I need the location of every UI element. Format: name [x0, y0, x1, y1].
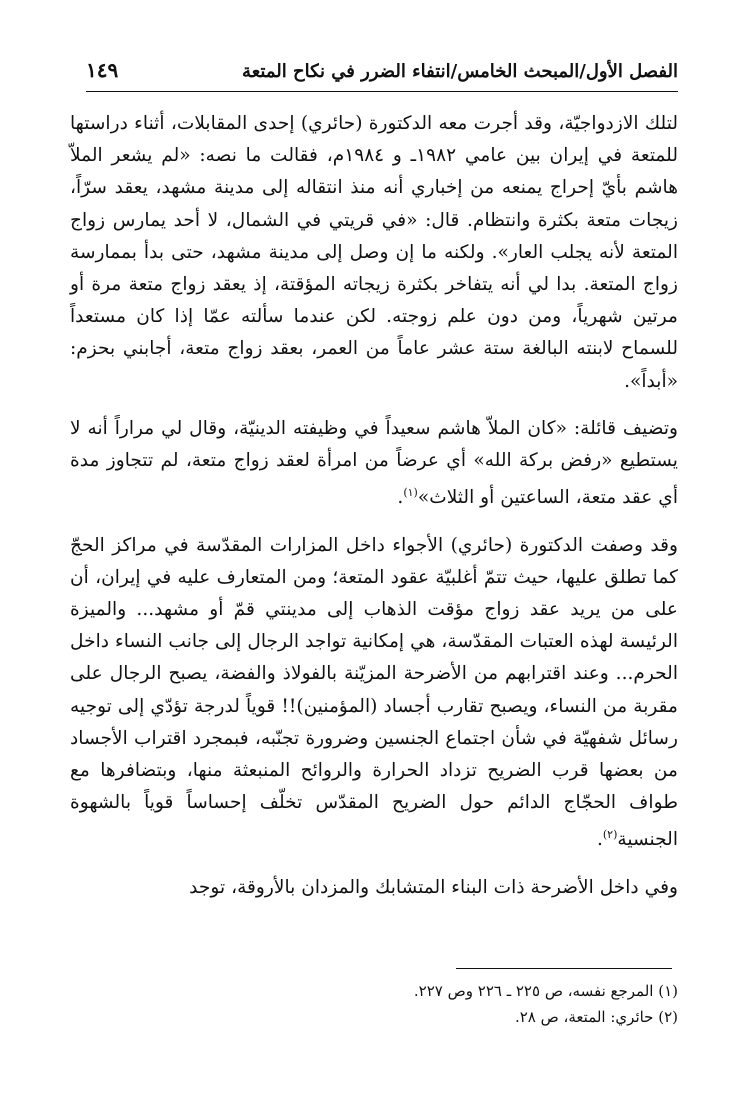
- footnote-divider: [456, 968, 672, 969]
- main-text: [70, 108, 678, 919]
- paragraph-3-text: وقد وصفت الدكتورة (حائري) الأجواء داخل المزارات المقدّسة في مراكز الحجّ كما تطلق عليها، حيث تتمّ أغلبيّة عقود المتعة؛ ومن المتعارف عليه في إيران، أن على من يريد عقد زواج مؤقت الذهاب إلى مدينتي قمّ أو مشهد... والميزة الرئيسة لهذه العتبات المقدّسة، هي إمكانية تواجد الرجال إلى جانب النساء داخل الحرم... وعند اقترابهم من الأضرحة المزيّنة بالفولاذ والفضة، يصبح الرجال على مقربة من النساء، ويصبح تقارب أجساد (المؤمنين)!! قوياً لدرجة تؤدّي إلى توجيه رسائل شفهيّة في شأن اجتماع الجنسين وضرورة تجنّبه، فبمجرد اقتراب الأجساد من بعضها قرب الضريح تزداد الحرارة والروائح المنبعثة منها، وبتضافرها مع طواف الحجّاج الدائم حول الضريح المقدّس تخلّف إحساساً قوياً بالشهوة الجنسية: [70, 534, 678, 851]
- footnote-1: (١) المرجع نفسه، ص ٢٢٥ ـ ٢٢٦ وص ٢٢٧.: [413, 982, 678, 1000]
- paragraph-2: [70, 413, 678, 515]
- page-number: ١٤٩: [86, 58, 119, 82]
- running-title: الفصل الأول/المبحث الخامس/انتفاء الضرر في نكاح المتعة: [242, 61, 678, 82]
- footnote-ref-1: (١): [403, 486, 418, 500]
- paragraph-1-text: لتلك الازدواجيّة، وقد أجرت معه الدكتورة (حائري) إحدى المقابلات، أثناء دراستها للمتعة في إيران بين عامي ١٩٨٢ـ و ١٩٨٤م، فقالت ما نصه: «لم يشعر الملاّ هاشم بأيّ إحراج يمنعه من إخباري أنه منذ انتقاله إلى مدينة مشهد، يعقد سرّاً، زيجات متعة بكثرة وانتظام. قال: «في قريتي في الشمال، لا أحد يمارس زواج المتعة لأنه يجلب العار». ولكنه ما إن وصل إلى مدينة مشهد، حتى بدأ بممارسة زواج المتعة. بدا لي أنه يتفاخر بكثرة زيجاته المؤقتة، إذ يعقد زواج متعة مرة أو مرتين شهرياً، ومن دون علم زوجته. لكن عندما سألته عمّا إذا كان مستعداً للسماح لابنته البالغة ستة عشر عاماً من العمر، بعقد زواج متعة، أجابني بحزم: «أبداً».: [70, 113, 678, 392]
- paragraph-4: [70, 872, 678, 904]
- footnote-ref-2: (٢): [602, 828, 618, 842]
- paragraph-2-text: وتضيف قائلة: «كان الملاّ هاشم سعيداً في وظيفته الدينيّة، وقال لي مراراً أنه لا يستطيع «رفض بركة الله» أي عرضاً من امرأة لعقد زواج متعة، لم تتجاوز مدة أي عقد متعة، الساعتين أو الثلاث»: [70, 417, 678, 509]
- paragraph-3: [70, 530, 678, 857]
- page-header: [86, 55, 678, 92]
- paragraph-4-text: وفي داخل الأضرحة ذات البناء المتشابك والمزدان بالأروقة، توجد: [189, 876, 678, 898]
- footnotes: [86, 978, 678, 1030]
- paragraph-1: [70, 108, 678, 398]
- paragraph-3-end: .: [596, 829, 603, 851]
- footnote-2: (٢) حائري: المتعة، ص ٢٨.: [514, 1008, 678, 1026]
- paragraph-2-end: .: [397, 487, 404, 509]
